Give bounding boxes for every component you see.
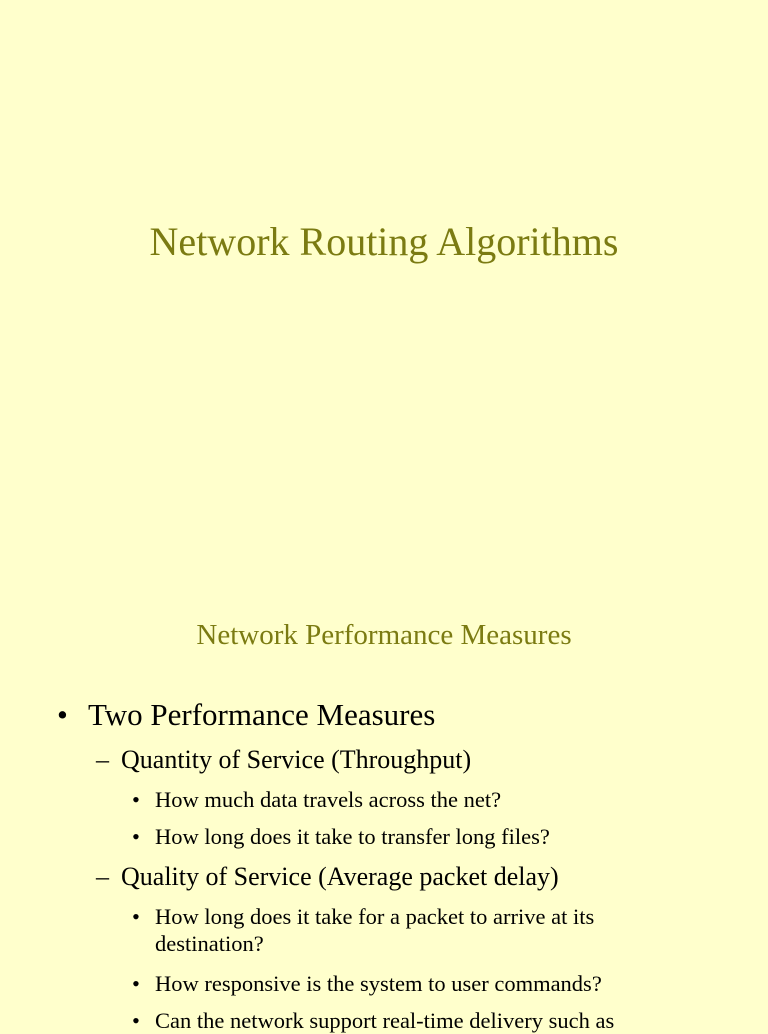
list-item: How much data travels across the net? <box>155 787 502 812</box>
bullet-marker: • <box>132 787 140 812</box>
bullet-marker: • <box>132 1008 140 1033</box>
list-item: Can the network support real-time delivery such as <box>155 1008 615 1033</box>
list-item: How responsive is the system to user commands? <box>155 971 602 996</box>
bullet-marker: • <box>57 697 68 732</box>
slide2-title: Network Performance Measures <box>196 619 572 651</box>
slide-title: Network Routing Algorithms <box>149 219 619 264</box>
dash-marker: – <box>96 745 109 774</box>
list-item-continuation: destination? <box>155 931 264 956</box>
sub-bullet-text: Quantity of Service (Throughput) <box>121 745 472 774</box>
sub-bullet-text: Quality of Service (Average packet delay) <box>121 862 559 891</box>
dash-marker: – <box>96 862 109 891</box>
bullet-marker: • <box>132 971 140 996</box>
bullet-text: Two Performance Measures <box>88 697 436 732</box>
bullet-marker: • <box>132 904 140 929</box>
list-item: How long does it take to transfer long files? <box>155 824 550 849</box>
bullet-marker: • <box>132 824 140 849</box>
list-item: How long does it take for a packet to arrive at its <box>155 904 595 929</box>
